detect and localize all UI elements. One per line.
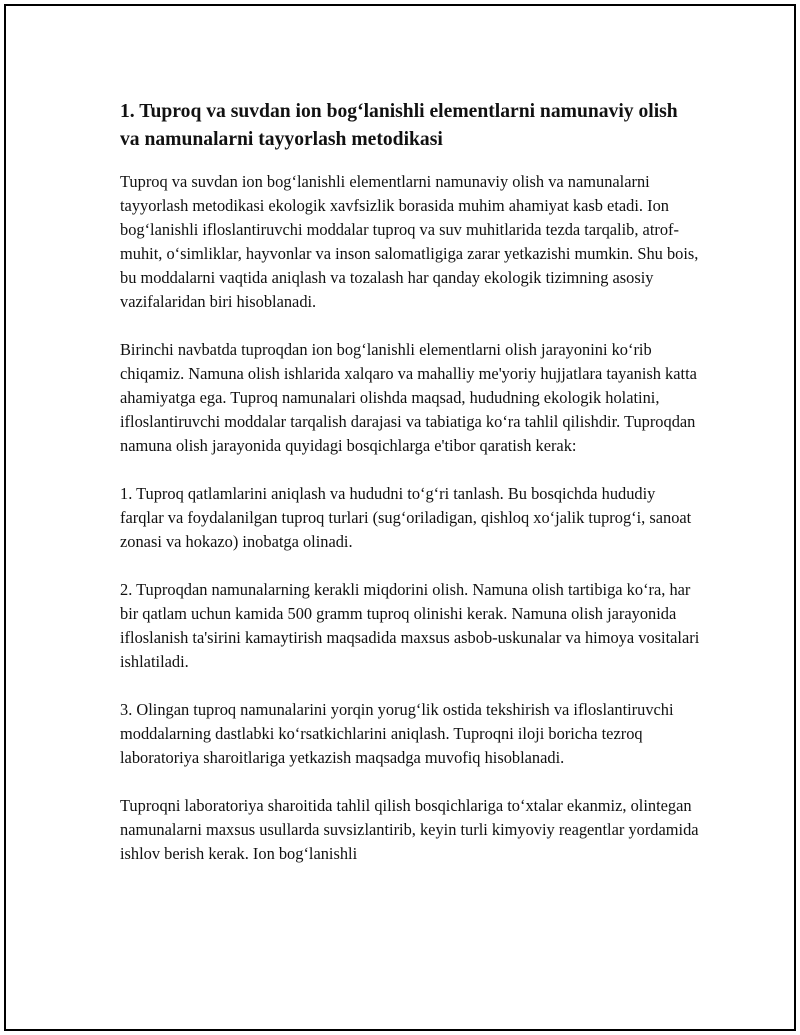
paragraph-intro: Tuproq va suvdan ion bog‘lanishli elementlarni namunaviy olish va namunalarni tayyorlash metodikasi ekologik xavfsizlik borasida muhim ahamiyat kasb etadi. Ion bog‘lanishli ifloslantiruvchi moddalar tuproq va suv muhitlarida tezda tarqalib, atrof-muhit, o‘simliklar, hayvonlar va inson salomatligiga zarar yetkazishi mumkin. Shu bois, bu moddalarni vaqtida aniqlash va tozalash har qanday ekologik tizimning asosiy vazifalaridan biri hisoblanadi. [120,172,699,311]
document-page [4,4,796,1031]
paragraph-soil-sampling: Birinchi navbatda tuproqdan ion bog‘lanishli elementlarni olish jarayonini ko‘rib chiqamiz. Namuna olish ishlarida xalqaro va mahalliy me'yoriy hujjatlara tayanish katta ahamiyatga ega. Tuproq namunalari olishda maqsad, hududning ekologik holatini, ifloslantiruvchi moddalar tarqalish darajasi va tabiatiga ko‘ra tahlil qilishdir. Tuproqdan namuna olish jarayonida quyidagi bosqichlarga e'tibor qaratish kerak: [120,340,697,455]
list-item-step-1: 1. Tuproq qatlamlarini aniqlash va hududni to‘g‘ri tanlash. Bu bosqichda hududiy farqlar va foydalanilgan tuproq turlari (sug‘oriladigan, qishloq xo‘jalik tuprog‘i, sanoat zonasi va hokazo) inobatga olinadi. [120,484,692,551]
paragraph-lab-analysis: Tuproqni laboratoriya sharoitida tahlil qilish bosqichlariga to‘xtalar ekanmiz, olintegan namunalarni maxsus usullarda suvsizlantirib, keyin turli kimyoviy reagentlar yordamida ishlov berish kerak. Ion bog‘lanishli [120,796,699,863]
list-item-step-2: 2. Tuproqdan namunalarning kerakli miqdorini olish. Namuna olish tartibiga ko‘ra, har bir qatlam uchun kamida 500 gramm tuproq olinishi kerak. Namuna olish jarayonida ifloslanish ta'sirini kamaytirish maqsadida maxsus asbob-uskunalar va himoya vositalari ishlatiladi. [120,580,700,671]
document-content [120,98,700,890]
list-item-step-3: 3. Olingan tuproq namunalarini yorqin yorug‘lik ostida tekshirish va ifloslantiruvchi moddalarning dastlabki ko‘rsatkichlarini aniqlash. Tuproqni iloji boricha tezroq laboratoriya sharoitlariga yetkazish maqsadga muvofiq hisoblanadi. [120,700,674,767]
section-title: 1. Tuproq va suvdan ion bog‘lanishli elementlarni namunaviy olish va namunalarni tayyorlash metodikasi [120,101,678,150]
